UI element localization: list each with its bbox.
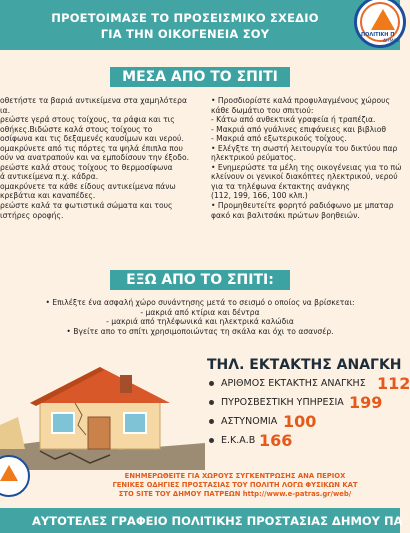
list-item: οθετήστε τα βαριά αντικείμενα στα χαμηλότερα <box>0 96 187 105</box>
emergency-label: Ε.Κ.Α.Β <box>221 435 256 446</box>
triangle-icon <box>0 465 18 481</box>
emergency-title: ΤΗΛ. ΕΚΤΑΚΤΗΣ ΑΝΑΓΚΗ <box>207 357 402 373</box>
footer-text: ΑΥΤΟΤΕΛΕΣ ΓΡΑΦΕΙΟ ΠΟΛΙΤΙΚΗΣ ΠΡΟΣΤΑΣΙΑΣ ΔΗΜΟΥ ΠΑ <box>32 514 403 528</box>
outside-list <box>0 298 400 336</box>
emergency-row <box>207 374 410 393</box>
header-title-line1: ΠΡΟΕΤΟΙΜΑΣΕ ΤΟ ΠΡΟΣΕΙΣΜΙΚΟ ΣΧΕΔΙΟ <box>51 11 319 25</box>
emergency-number: 166 <box>259 431 293 450</box>
list-item: ομακρύνετε από τις πόρτες τα ψηλά έπιπλα που <box>0 143 183 153</box>
list-item: οσίφωνα και τις δεξαμενές καυσίμων και νερού. <box>0 134 184 144</box>
notice-block <box>70 472 400 499</box>
emergency-number: 199 <box>349 393 383 412</box>
list-item: • Προσδιορίστε καλά προφυλαγμένους χώρους <box>211 96 391 105</box>
list-item: - Μακριά από εξωτερικούς τοίχους. <box>211 134 347 144</box>
list-item: • Επιλέξτε ένα ασφαλή χώρο συνάντησης μετά το σεισμό ο οποίος να βρίσκεται: <box>45 298 355 307</box>
notice-link[interactable]: ΣΤΟ SITE ΤΟΥ ΔΗΜΟΥ ΠΑΤΡΕΩΝ http://www.e-patras.gr/web/ <box>118 490 352 498</box>
emergency-label: ΠΥΡΟΣΒΕΣΤΙΚΗ ΥΠΗΡΕΣΙΑ <box>221 397 344 408</box>
inside-left-list <box>0 96 205 220</box>
fallen-debris <box>0 417 25 449</box>
list-item: (112, 199, 166, 100 κλπ.) <box>211 191 308 201</box>
list-item: ρεώστε καλά στους τοίχους το θερμοσίφωνα <box>0 162 173 172</box>
list-item: κρεβάτια και καναπέδες. <box>0 191 96 201</box>
list-item: ρεώστε καλά τα φωτιστικά σώματα και τους <box>0 201 173 211</box>
list-item: ούν να ανατραπούν και να εμποδίσουν την έξοδο. <box>0 153 190 163</box>
bullet-icon <box>209 419 214 424</box>
emergency-numbers-panel <box>207 357 410 450</box>
list-item: ρεώστε γερά στους τοίχους, τα ράφια και τις <box>0 115 175 125</box>
list-item: - μακριά από τηλέφωνικά και ηλεκτρικά καλώδια <box>106 317 294 327</box>
notice-line: ΕΝΗΜΕΡΩΘΕΙΤΕ ΓΙΑ ΧΩΡΟΥΣ ΣΥΓΚΕΝΤΡΩΣΗΣ ΑΝΑ ΠΕΡΙΟΧ <box>124 472 346 480</box>
window-left <box>52 413 74 433</box>
list-item: ά αντικείμενα π.χ. κάδρα. <box>0 172 99 182</box>
list-item: ηλεκτρικού ρεύματος. <box>211 153 297 163</box>
chimney <box>120 375 132 393</box>
list-item: • Ενημερώστε τα μέλη της οικογένειας για το πώ <box>211 162 402 172</box>
list-item: - Κάτω από ανθεκτικά γραφεία ή τραπέζια. <box>211 115 376 125</box>
emergency-number: 112 <box>377 374 410 393</box>
list-item: • Ελέγξτε τη σωστή λειτουργία του δικτύου παρ <box>211 143 398 153</box>
bullet-icon <box>209 400 214 405</box>
logo-arc-text: ΠΟΛΙΤΙΚΗ Π <box>361 32 395 38</box>
header-title-line2: ΓΙΑ ΤΗΝ ΟΙΚΟΓΕΝΕΙΑ ΣΟΥ <box>100 27 270 41</box>
emergency-label: ΑΣΤΥΝΟΜΙΑ <box>221 416 278 427</box>
list-item: ομακρύνετε τα κάθε είδους αντικείμενα πάνω <box>0 181 176 191</box>
footer-bar <box>0 508 403 533</box>
list-item: • Βγείτε απο το σπίτι χρησιμοποιώντας τη σκάλα και όχι το ασανσέρ. <box>66 326 334 336</box>
bullet-icon <box>209 381 214 386</box>
list-item: κλείνουν οι γενικοί διακόπτες ηλεκτρικού, νερού <box>211 172 398 182</box>
emergency-row <box>207 394 400 411</box>
emergency-row <box>207 413 400 430</box>
list-item: για τα τηλέφωνα έκτακτης ανάγκης <box>211 181 350 191</box>
front-door <box>88 417 110 449</box>
list-item: κάθε δωμάτιο του σπιτιού: <box>211 105 314 115</box>
list-item: οθήκες.Βιδώστε καλά στους τοίχους το <box>0 124 153 134</box>
bullet-icon <box>209 438 214 443</box>
header-bar <box>0 0 400 50</box>
list-item: - Μακριά από γυάλινες επιφάνειες και βιβλιοθ <box>211 124 387 134</box>
list-item: ιστήρες οροφής. <box>0 210 64 220</box>
window-right <box>124 413 146 433</box>
damaged-house-illustration <box>0 355 205 470</box>
logo-bottom-text: ΔΗΜΟΣ <box>383 39 400 44</box>
civil-protection-logo <box>354 0 406 48</box>
outside-section-title: ΕΞΩ ΑΠΟ ΤΟ ΣΠΙΤΙ: <box>110 270 290 290</box>
inside-right-list <box>211 96 400 220</box>
list-item: • Προμηθευτείτε φορητό ραδιόφωνο με μπαταρ <box>211 201 394 211</box>
list-item: ια. <box>0 105 10 115</box>
list-item: φακό και βαλιτσάκι πρώτων βοηθειών. <box>211 210 360 220</box>
inside-section-title: ΜΕΣΑ ΑΠΟ ΤΟ ΣΠΙΤΙ <box>110 67 290 87</box>
list-item: - μακριά από κτίρια και δέντρα <box>140 307 260 317</box>
notice-line: ΓΕΝΙΚΕΣ ΟΔΗΓΙΕΣ ΠΡΟΣΤΑΣΙΑΣ ΤΟΥ ΠΟΛΙΤΗ ΛΟΓΩ ΦΥΣΙΚΩΝ ΚΑΤ <box>112 481 358 489</box>
triangle-icon <box>371 9 395 30</box>
emergency-row <box>207 432 400 449</box>
emergency-number: 100 <box>283 412 317 431</box>
emergency-label: ΑΡΙΘΜΟΣ ΕΚΤΑΚΤΗΣ ΑΝΑΓΚΗΣ <box>221 378 366 389</box>
